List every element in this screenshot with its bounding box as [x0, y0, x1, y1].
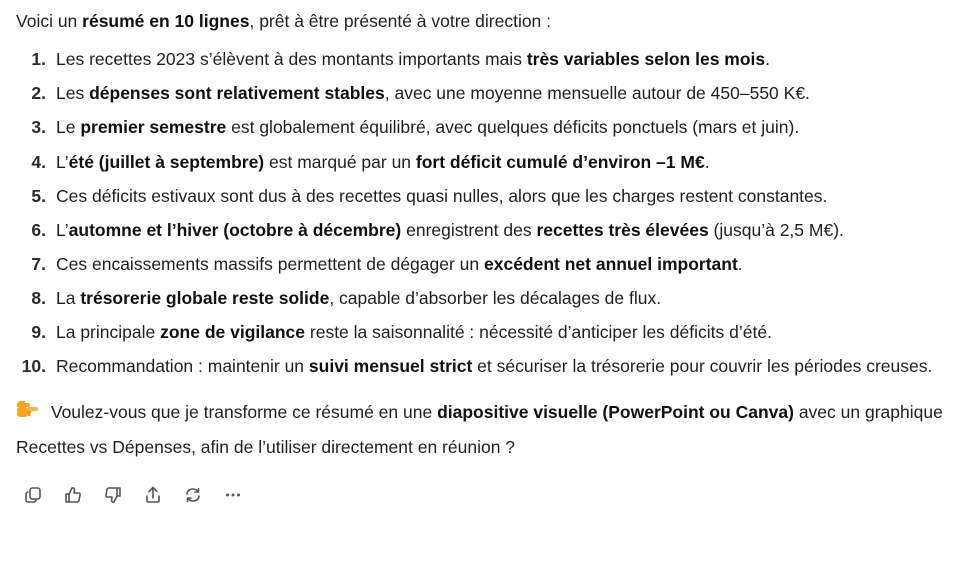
list-item-number: 9.	[31, 322, 46, 343]
list-item-bold-text: recettes très élevées	[536, 219, 709, 240]
list-item-text-part: Recommandation : maintenir un	[56, 356, 309, 377]
share-icon	[143, 485, 163, 505]
list-item-number: 8.	[31, 288, 46, 308]
list-item-text	[56, 349, 963, 383]
copy-icon	[23, 485, 43, 505]
closing-text-a: Voulez-vous que je transforme ce résumé en une	[46, 402, 438, 423]
copy-button[interactable]	[16, 478, 50, 512]
list-item-text-part: L’	[56, 151, 69, 172]
list-item-bold-text: premier semestre	[80, 117, 227, 138]
closing-paragraph	[16, 395, 963, 463]
list-item-number: 3.	[31, 117, 46, 138]
list-item-text-part: reste la saisonnalité : nécessité d’anticiper les déficits d’été.	[305, 322, 772, 343]
intro-paragraph	[16, 4, 963, 38]
more-options-button[interactable]	[216, 478, 250, 512]
list-item-text	[56, 42, 963, 76]
list-item-text-part: .	[704, 151, 710, 172]
list-item	[16, 349, 963, 383]
list-item-text-part: est globalement équilibré, avec quelques déficits ponctuels (mars et juin).	[226, 117, 800, 138]
list-item-text-part: et sécuriser la trésorerie pour couvrir les périodes creuses.	[472, 356, 933, 377]
list-item	[16, 315, 963, 349]
list-item	[16, 76, 963, 110]
message-actions	[16, 478, 963, 512]
list-item-text-part: La	[56, 288, 81, 308]
list-item-text	[56, 315, 963, 349]
list-item	[16, 281, 963, 315]
list-item-number: 6.	[31, 219, 46, 240]
list-item-number: 10.	[21, 356, 46, 377]
summary-list	[16, 42, 963, 383]
list-item-bold-text: fort déficit cumulé d’environ –1 M€	[415, 151, 705, 172]
list-item-text	[56, 179, 963, 213]
list-item	[16, 42, 963, 76]
list-item-text-part: est marqué par un	[264, 151, 416, 172]
list-item-text	[56, 76, 963, 110]
pointing-hand-icon	[16, 395, 42, 429]
list-item-text	[56, 247, 963, 281]
list-item	[16, 110, 963, 144]
list-item-bold-text: trésorerie globale reste solide	[80, 288, 330, 308]
list-item-number: 7.	[31, 253, 46, 274]
list-item-text-part: La principale	[56, 322, 161, 343]
good-response-button[interactable]	[56, 478, 90, 512]
list-item-text-part: enregistrent des	[401, 219, 537, 240]
intro-text-bold: résumé en 10 lignes	[82, 11, 250, 31]
list-item-text-part: Les recettes 2023 s’élèvent à des montants importants mais	[56, 49, 527, 70]
list-item-bold-text: excédent net annuel important	[484, 253, 738, 274]
closing-text-c: avec un graphique Recettes vs Dépenses, afin de l’utiliser directement en réunion ?	[16, 402, 943, 457]
list-item-bold-text: automne et l’hiver (octobre à décembre)	[68, 219, 402, 240]
list-item-text	[56, 281, 963, 315]
list-item-bold-text: zone de vigilance	[160, 322, 306, 343]
bad-response-button[interactable]	[96, 478, 130, 512]
list-item-text	[56, 213, 963, 247]
list-item	[16, 247, 963, 281]
list-item-number: 5.	[31, 185, 46, 206]
list-item-text-part: .	[737, 253, 743, 274]
list-item-text-part: .	[765, 49, 771, 70]
list-item-bold-text: suivi mensuel strict	[308, 356, 473, 377]
intro-text-a: Voici un	[16, 11, 83, 31]
intro-text-c: , prêt à être présenté à votre direction :	[249, 11, 552, 31]
thumbs-down-icon	[103, 485, 123, 505]
list-item-text-part: Ces encaissements massifs permettent de dégager un	[56, 253, 484, 274]
regenerate-icon	[183, 485, 203, 505]
list-item-text-part: Le	[56, 117, 81, 138]
list-item	[16, 213, 963, 247]
regenerate-button[interactable]	[176, 478, 210, 512]
list-item-text-part: , capable d’absorber les décalages de flux.	[329, 288, 662, 308]
more-icon	[223, 485, 243, 505]
list-item-text	[56, 145, 963, 179]
list-item	[16, 179, 963, 213]
list-item-text-part: Ces déficits estivaux sont dus à des recettes quasi nulles, alors que les charges restent constantes.	[56, 185, 828, 206]
list-item-bold-text: très variables selon les mois	[526, 49, 766, 70]
list-item-number: 4.	[31, 151, 46, 172]
list-item-number: 1.	[31, 49, 46, 70]
list-item-number: 2.	[31, 83, 46, 104]
list-item-bold-text: été (juillet à septembre)	[68, 151, 265, 172]
list-item	[16, 145, 963, 179]
list-item-text-part: (jusqu’à 2,5 M€).	[708, 219, 844, 240]
share-button[interactable]	[136, 478, 170, 512]
list-item-text-part: , avec une moyenne mensuelle autour de 450–550 K€.	[384, 83, 810, 104]
list-item-bold-text: dépenses sont relativement stables	[89, 83, 385, 104]
closing-text-bold: diapositive visuelle (PowerPoint ou Canva)	[437, 402, 794, 423]
list-item-text-part: Les	[56, 83, 90, 104]
thumbs-up-icon	[63, 485, 83, 505]
list-item-text	[56, 110, 963, 144]
list-item-text-part: L’	[56, 219, 69, 240]
